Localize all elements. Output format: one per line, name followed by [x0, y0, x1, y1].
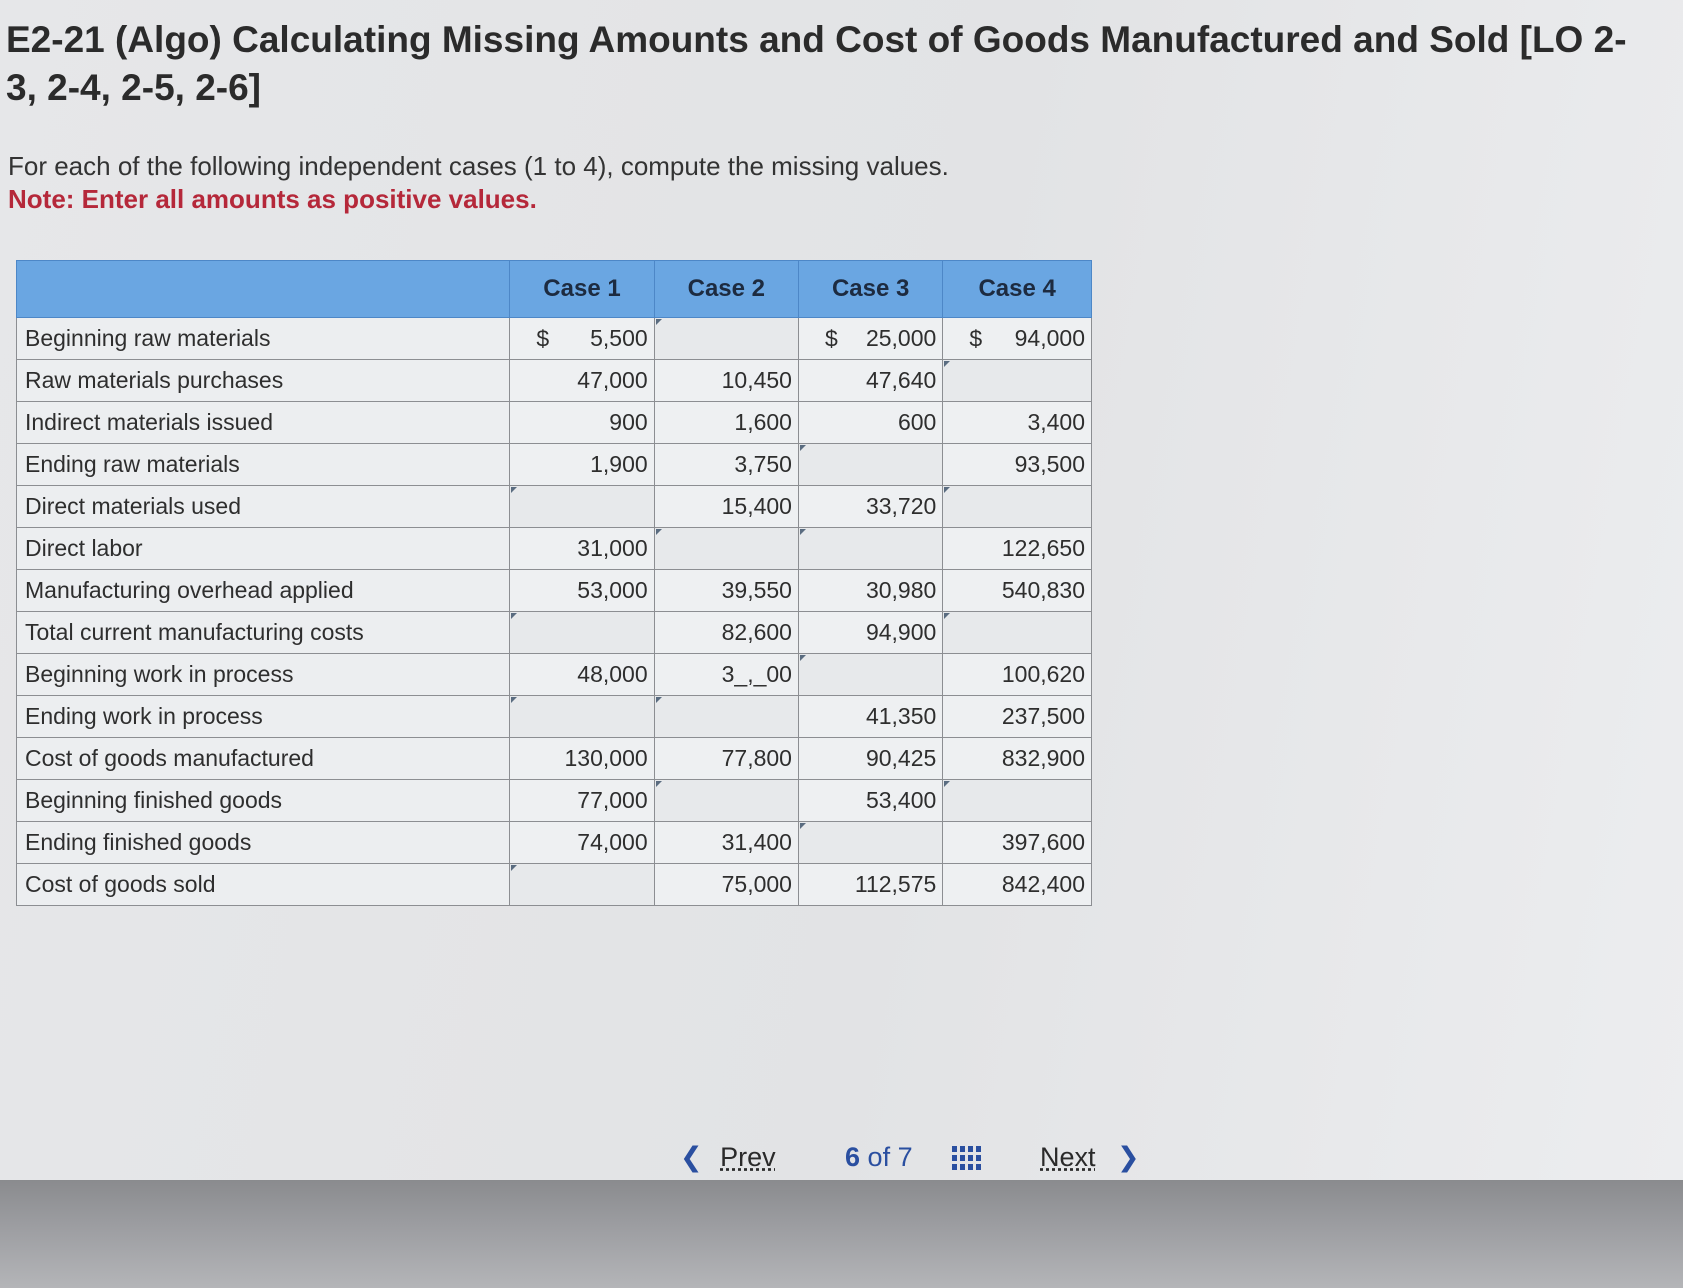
- answer-input[interactable]: [943, 612, 1092, 654]
- row-label: Beginning finished goods: [17, 780, 510, 822]
- cell-value: 1,600: [734, 409, 792, 435]
- table-row: [17, 360, 1092, 402]
- answer-input[interactable]: [654, 780, 798, 822]
- answer-input[interactable]: [654, 528, 798, 570]
- table-header-row: [17, 261, 1092, 318]
- instructions: [8, 150, 949, 216]
- header-case-2: Case 2: [654, 261, 798, 318]
- answer-input[interactable]: [943, 780, 1092, 822]
- cell-value: 842,400: [1001, 871, 1085, 897]
- cell-value: 31,000: [577, 535, 648, 561]
- value-cell: [798, 738, 942, 780]
- currency-symbol: $: [824, 325, 838, 351]
- cell-value: 10,450: [721, 367, 792, 393]
- value-cell: [943, 822, 1092, 864]
- page-total: of 7: [867, 1142, 913, 1172]
- value-cell: [510, 402, 654, 444]
- value-cell: [943, 696, 1092, 738]
- cell-value: 77,000: [577, 787, 648, 813]
- header-case-1: Case 1: [510, 261, 654, 318]
- value-cell: [798, 486, 942, 528]
- value-cell: [510, 318, 654, 360]
- value-cell: [654, 360, 798, 402]
- answer-input[interactable]: [943, 486, 1092, 528]
- cell-value: 53,000: [577, 577, 648, 603]
- cell-value: 41,350: [865, 703, 937, 729]
- answer-input[interactable]: [798, 822, 942, 864]
- value-cell: [798, 360, 942, 402]
- next-button[interactable]: [1040, 1142, 1140, 1173]
- value-cell: [943, 444, 1092, 486]
- cell-value: 3_,_00: [721, 661, 792, 687]
- table-row: [17, 822, 1092, 864]
- value-cell: [510, 528, 654, 570]
- value-cell: [654, 654, 798, 696]
- value-cell: [798, 570, 942, 612]
- cell-value: 75,000: [721, 871, 792, 897]
- cell-value: 48,000: [577, 661, 648, 687]
- value-cell: [943, 864, 1092, 906]
- value-cell: [798, 612, 942, 654]
- value-cell: [654, 402, 798, 444]
- table-row: [17, 528, 1092, 570]
- instructions-text: For each of the following independent cases (1 to 4), compute the missing values.: [8, 151, 949, 181]
- value-cell: [510, 822, 654, 864]
- cell-value: 33,720: [865, 493, 937, 519]
- cell-value: 122,650: [1001, 535, 1085, 561]
- cell-value: 832,900: [1001, 745, 1085, 771]
- answer-input[interactable]: [654, 696, 798, 738]
- value-cell: [654, 486, 798, 528]
- table-row: [17, 444, 1092, 486]
- cell-value: 3,750: [734, 451, 792, 477]
- answer-input[interactable]: [798, 654, 942, 696]
- answer-input[interactable]: [798, 528, 942, 570]
- pagination: [0, 1142, 1683, 1182]
- currency-symbol: $: [536, 325, 550, 351]
- value-cell: [943, 570, 1092, 612]
- value-cell: [798, 696, 942, 738]
- table-row: [17, 696, 1092, 738]
- cell-value: 100,620: [1001, 661, 1085, 687]
- row-label: Ending finished goods: [17, 822, 510, 864]
- instructions-note: Note: Enter all amounts as positive values.: [8, 184, 537, 214]
- current-page: 6: [845, 1142, 861, 1172]
- cell-value: 5,500: [590, 325, 648, 351]
- cell-value: 397,600: [1001, 829, 1085, 855]
- chevron-left-icon: ❮: [680, 1142, 703, 1172]
- cell-value: 47,000: [577, 367, 648, 393]
- cell-value: 30,980: [865, 577, 937, 603]
- cell-value: 90,425: [865, 745, 937, 771]
- answer-input[interactable]: [510, 696, 654, 738]
- cell-value: 47,640: [865, 367, 937, 393]
- cell-value: 53,400: [865, 787, 937, 813]
- cases-table: [16, 260, 1092, 906]
- value-cell: [943, 654, 1092, 696]
- answer-input[interactable]: [510, 864, 654, 906]
- row-label: Total current manufacturing costs: [17, 612, 510, 654]
- row-label: Cost of goods manufactured: [17, 738, 510, 780]
- row-label: Indirect materials issued: [17, 402, 510, 444]
- value-cell: [654, 738, 798, 780]
- table-row: [17, 738, 1092, 780]
- value-cell: [510, 654, 654, 696]
- value-cell: [654, 822, 798, 864]
- value-cell: [943, 738, 1092, 780]
- cell-value: 39,550: [721, 577, 792, 603]
- table-row: [17, 654, 1092, 696]
- row-label: Direct labor: [17, 528, 510, 570]
- table-body: [17, 318, 1092, 906]
- cell-value: 94,000: [1014, 325, 1085, 351]
- cell-value: 15,400: [721, 493, 792, 519]
- header-label: [17, 261, 510, 318]
- value-cell: [510, 570, 654, 612]
- cell-value: 237,500: [1001, 703, 1085, 729]
- prev-button[interactable]: [680, 1142, 776, 1173]
- table-row: [17, 612, 1092, 654]
- page-indicator: [845, 1142, 913, 1173]
- cell-value: 31,400: [721, 829, 792, 855]
- row-label: Beginning work in process: [17, 654, 510, 696]
- page-title: E2-21 (Algo) Calculating Missing Amounts and Cost of Goods Manufactured and Sold [LO 2-3, 2-4, 2-5, 2-6]: [6, 19, 1627, 108]
- row-label: Ending raw materials: [17, 444, 510, 486]
- cell-value: 900: [609, 409, 648, 435]
- value-cell: [798, 318, 942, 360]
- value-cell: [510, 738, 654, 780]
- table-row: [17, 402, 1092, 444]
- value-cell: [798, 402, 942, 444]
- row-label: Manufacturing overhead applied: [17, 570, 510, 612]
- header-case-4: Case 4: [943, 261, 1092, 318]
- cell-value: 94,900: [865, 619, 937, 645]
- answer-input[interactable]: [510, 612, 654, 654]
- value-cell: [510, 360, 654, 402]
- value-cell: [510, 444, 654, 486]
- cell-value: 112,575: [854, 871, 937, 897]
- row-label: Ending work in process: [17, 696, 510, 738]
- cell-value: 25,000: [865, 325, 937, 351]
- cell-value: 600: [897, 409, 937, 435]
- monitor-bezel: [0, 1180, 1683, 1288]
- answer-input[interactable]: [654, 318, 798, 360]
- value-cell: [943, 528, 1092, 570]
- prev-label: Prev: [720, 1142, 776, 1172]
- value-cell: [798, 780, 942, 822]
- value-cell: [943, 318, 1092, 360]
- value-cell: [654, 444, 798, 486]
- cell-value: 77,800: [721, 745, 792, 771]
- value-cell: [943, 402, 1092, 444]
- value-cell: [798, 864, 942, 906]
- value-cell: [654, 612, 798, 654]
- table-row: [17, 780, 1092, 822]
- value-cell: [654, 570, 798, 612]
- value-cell: [510, 780, 654, 822]
- cell-value: 93,500: [1014, 451, 1085, 477]
- currency-symbol: $: [969, 325, 983, 351]
- answer-input[interactable]: [943, 360, 1092, 402]
- header-case-3: Case 3: [798, 261, 942, 318]
- answer-input[interactable]: [510, 486, 654, 528]
- cell-value: 540,830: [1001, 577, 1085, 603]
- row-label: Cost of goods sold: [17, 864, 510, 906]
- row-label: Beginning raw materials: [17, 318, 510, 360]
- answer-input[interactable]: [798, 444, 942, 486]
- cell-value: 3,400: [1027, 409, 1085, 435]
- table-row: [17, 864, 1092, 906]
- chevron-right-icon: ❯: [1117, 1142, 1140, 1172]
- cell-value: 74,000: [577, 829, 648, 855]
- grid-icon[interactable]: [952, 1146, 982, 1172]
- cell-value: 82,600: [721, 619, 792, 645]
- row-label: Raw materials purchases: [17, 360, 510, 402]
- table-row: [17, 318, 1092, 360]
- table-row: [17, 570, 1092, 612]
- cell-value: 130,000: [564, 745, 648, 771]
- next-label: Next: [1040, 1142, 1096, 1172]
- value-cell: [654, 864, 798, 906]
- table-row: [17, 486, 1092, 528]
- row-label: Direct materials used: [17, 486, 510, 528]
- cell-value: 1,900: [590, 451, 648, 477]
